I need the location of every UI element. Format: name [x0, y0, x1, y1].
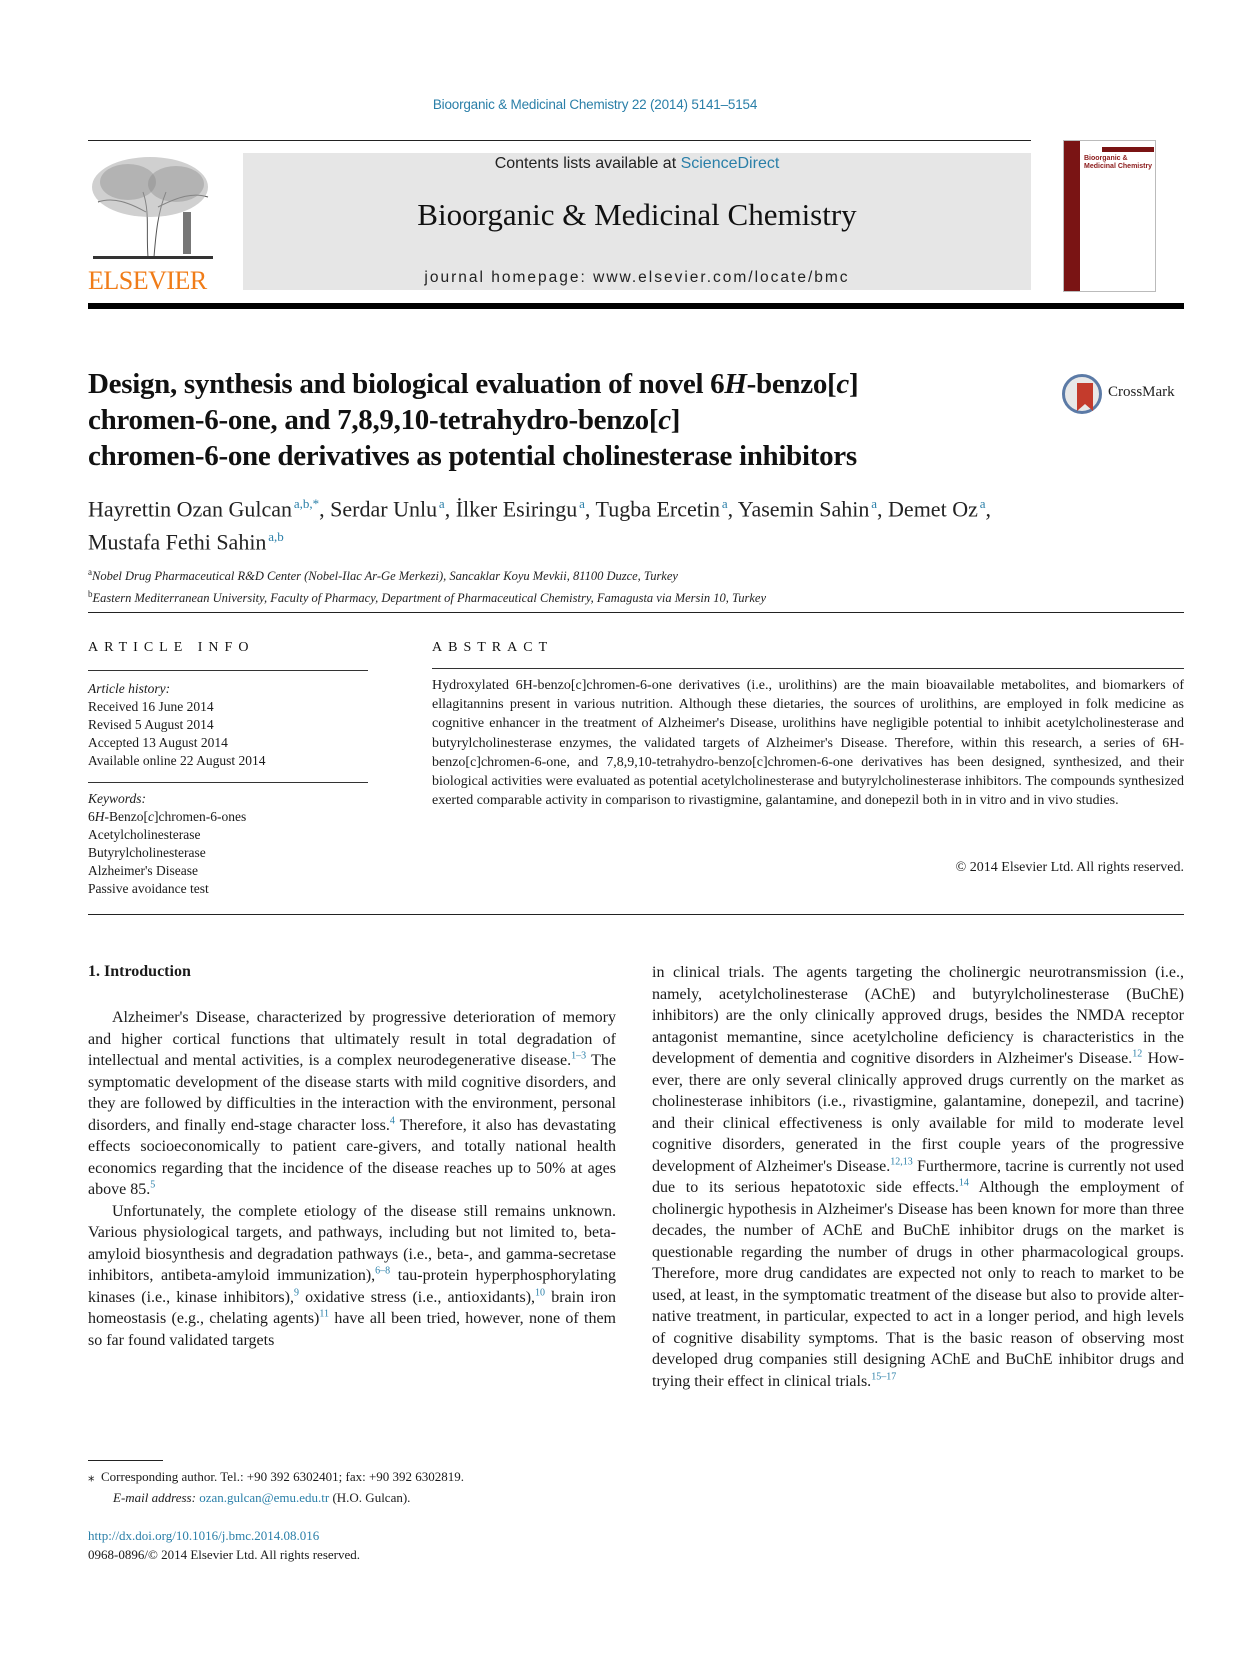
abstract-heading: ABSTRACT: [432, 640, 554, 655]
cover-title: Bioorganic & Medicinal Chemistry: [1084, 155, 1153, 170]
doi-link[interactable]: http://dx.doi.org/10.1016/j.bmc.2014.08.016: [88, 1528, 320, 1543]
paragraph: Alzheimer's Disease, characterized by progressive deterioration of memory and higher cortical functions that ultimately result in total degradation of intellectual and mental activities, is a complex neurodegenerative disease.$^{1-3}$ The symptomatic development of the disease starts with mild cognitive disorders, and they are followed by difficulties in the interaction with the environment, personal disorders, and finally end-stage character loss.$^4$ Therefore, it also has devastating effects socioeconomically to patient care-givers, and totally national health economics regarding that the incidence of the disease reaches up to 50% at ages above 85.$^5$: [88, 1009, 616, 1198]
cover-bar: [1102, 147, 1154, 152]
doi-block: [88, 1526, 360, 1564]
divider: [88, 914, 1184, 915]
keyword: Alzheimer's Disease: [88, 863, 199, 878]
journal-cover-thumbnail[interactable]: [1063, 140, 1156, 292]
contents-line: [243, 155, 1031, 173]
cover-spine: [1064, 141, 1080, 291]
journal-citation-link[interactable]: Bioorganic & Medicinal Chemistry 22 (2014) 5141–5154: [432, 97, 758, 112]
journal-banner: [243, 153, 1031, 290]
citation-link[interactable]: 9: [293, 1287, 299, 1299]
author-affil-link[interactable]: a,b,*: [293, 496, 320, 511]
citation-link[interactable]: 1–3: [571, 1050, 587, 1062]
author: Demet Oz: [888, 496, 978, 522]
author-affil-link[interactable]: a: [871, 496, 878, 511]
sciencedirect-link[interactable]: ScienceDirect: [680, 155, 780, 172]
article-history: [88, 680, 265, 770]
article-info-heading: ARTICLE INFO: [88, 640, 255, 655]
abstract-text: Hydroxylated 6H-benzo[c]chromen-6-one derivatives (i.e., urolithins) are the main bioavailable metabolites, and biomarkers of ellagitannins present in various nutrition. Although these dietaries, the sources of urolithins, are employed in folk medicine as cognitive enhancer in the treatment of Alzheimer's Disease, urolithins have negligible potential to inhibit acetylcholinesterase and butyrylcholinesterase enzymes, the validated targets of Alzheimer's Disease. Therefore, within this research, a series of 6H-benzo[c]chromen-6-one, and 7,8,9,10-tetrahydro-benzo[c]chromen-6-one derivatives has been designed, synthesized, and their biological activities were evaluated as potential acetylcholinesterase and butyrylcholinesterase inhibitors. The compounds synthesized exerted comparable activity in comparison to rivastigmine, galantamine, and donepezil both in in vitro and in vivo studies.: [432, 678, 1184, 809]
journal-name: Bioorganic & Medicinal Chemistry: [417, 197, 857, 232]
history-received: Received 16 June 2014: [88, 699, 214, 714]
author-affil-link[interactable]: a: [579, 496, 585, 511]
footnote: [88, 1466, 464, 1508]
citation-link[interactable]: 15–17: [871, 1371, 897, 1383]
crossmark-label: CrossMark: [1108, 384, 1175, 400]
citation-link[interactable]: 14: [958, 1177, 969, 1189]
author-affil-link[interactable]: a,b: [268, 529, 284, 545]
affiliation-b: $^b$Eastern Mediterranean University, Faculty of Pharmacy, Department of Pharmaceutical Chemistry, Famagusta via Mersin 10, Turkey: [88, 589, 767, 606]
crossmark-button[interactable]: [1062, 374, 1175, 420]
citation-link[interactable]: 5: [150, 1179, 156, 1191]
author-affil-link[interactable]: a: [438, 496, 445, 511]
history-accepted: Accepted 13 August 2014: [88, 735, 228, 750]
divider: [88, 612, 1184, 613]
author: Hayrettin Ozan Gulcan: [88, 496, 293, 522]
keyword: Passive avoidance test: [88, 881, 209, 896]
author: Serdar Unlu: [330, 496, 438, 522]
author: Yasemin Sahin: [737, 496, 870, 522]
citation-link[interactable]: 10: [535, 1287, 546, 1299]
affiliations: [88, 563, 766, 607]
author-affil-link[interactable]: a: [721, 496, 728, 511]
header-thick-rule: [88, 303, 1184, 309]
paragraph: Unfortunately, the complete etiology of the disease still remains unknown. Various physiological targets, and pathways, including but not limited to, beta-amyloid biosynthesis and degradation pathways (i.e., beta-, and gamma-secretase inhibitors, antibeta-amyloid immunization),$^{6-8}$ tau-protein hyperphosphorylating kinases (i.e., kinase inhibitors),$^9$ oxidative stress (i.e., antioxidants),$^{10}$ brain iron homeostasis (e.g., chelating agents)$^{11}$ have all been tried, however, none of them so far found validated targets: [88, 1202, 616, 1349]
divider: [88, 670, 368, 671]
section-heading-introduction: 1. Introduction: [88, 963, 191, 980]
affiliation-a: $^a$Nobel Drug Pharmaceutical R&D Center (Nobel-Ilac Ar-Ge Merkezi), Sancaklar Koyu Mevkii, 81100 Duzce, Turkey: [88, 567, 678, 584]
elsevier-wordmark: ELSEVIER: [88, 266, 207, 295]
body-column-right: [652, 962, 1184, 1392]
body-column-left: [88, 1007, 616, 1351]
citation-link[interactable]: 12: [1132, 1048, 1143, 1060]
author: İlker Esiringu: [455, 496, 578, 522]
citation-link[interactable]: 11: [319, 1308, 330, 1320]
keywords-label: Keywords:: [88, 791, 146, 806]
keywords: [88, 790, 246, 898]
abstract-copyright: © 2014 Elsevier Ltd. All rights reserved.: [955, 860, 1184, 875]
citation-link[interactable]: 6–8: [375, 1265, 391, 1277]
divider: [432, 668, 1184, 669]
email-link[interactable]: ozan.gulcan@emu.edu.tr: [199, 1490, 330, 1505]
crossmark-icon: [1062, 374, 1102, 414]
journal-homepage-link[interactable]: journal homepage: www.elsevier.com/locate/bmc: [424, 269, 850, 286]
citation-link[interactable]: 12,13: [890, 1156, 913, 1168]
article-title: Design, synthesis and biological evaluation of novel 6H-benzo[c] chromen-6-one, and 7,8,9,10-tetrahydro-benzo[c] chromen-6-one derivatives as potential cholinesterase inhibitors: [88, 368, 859, 472]
corresponding-author-note: ⁎ Corresponding author. Tel.: +90 392 6302401; fax: +90 392 6302819.: [88, 1469, 465, 1484]
header-rule: [88, 140, 1031, 141]
keyword: Butyrylcholinesterase: [88, 845, 206, 860]
history-online: Available online 22 August 2014: [88, 753, 266, 768]
history-revised: Revised 5 August 2014: [88, 717, 214, 732]
history-label: Article history:: [88, 681, 171, 696]
citation-link[interactable]: 4: [389, 1115, 395, 1127]
keyword: 6H-Benzo[c]chromen-6-ones: [88, 809, 247, 824]
email-line: E-mail address: ozan.gulcan@emu.edu.tr (H.O. Gulcan).: [113, 1490, 411, 1505]
issn-copyright: 0968-0896/© 2014 Elsevier Ltd. All rights reserved.: [88, 1547, 360, 1562]
keyword: Acetylcholinesterase: [88, 827, 201, 842]
footnote-rule: [88, 1460, 163, 1461]
author: Tugba Ercetin: [595, 496, 720, 522]
paragraph: in clinical trials. The agents targeting the cholinergic neurotransmission (i.e., namely, acetylcholinesterase (AChE) and butyrylcholinesterase (BuChE) inhibitors) are the only clinically approved drugs, besides the NMDA receptor antagonist memantine, since acetylcholine deficiency is characteristics in the development of dementia and cognitive disorders in Alzheimer's Disease.$^{12}$ However, there are only several clinically approved drugs currently on the market as cholinesterase inhibitors (i.e., rivastigmine, galantamine, donepezil, and tacrine) and their clinical effectiveness is only available for mild to moderate level cognitive disorders, generated in the first couple years of the progressive development of Alzheimer's Disease.$^{12,13}$ Furthermore, tacrine is currently not used due to its serious hepatotoxic side effects.$^{14}$ Although the employment of cholinergic hypothesis in Alzheimer's Disease has been known for more than three decades, the number of AChE and BuChE inhibitor drugs on the market is questionable regarding the number of drugs in other pharmacological groups. Therefore, more drug candidates are expected not only to reach to market to be used, at least, in the symptomatic treatment of the disease but also to provide alternative treatment, in particular, expected to act in a longer period, and high levels of cognitive disability symptoms. That is the basic reason of observing most developed drug companies still designing AChE and BuChE inhibitor drugs and trying their effect in clinical trials.$^{15-17}$: [652, 964, 1185, 1390]
author-list: Hayrettin Ozan Gulcan $^{a,b,*}$, Serdar Unlu $^a$, İlker Esiringu $^a$, Tugba Ercetin $^a$, Yasemin Sahin $^a$, Demet Oz $^a$, Mustafa Fethi Sahin $^{a,b}$: [88, 496, 991, 555]
divider: [88, 782, 368, 783]
contents-prefix: Contents lists available at: [494, 155, 681, 172]
author: Mustafa Fethi Sahin: [88, 529, 267, 555]
author-affil-link[interactable]: a: [979, 496, 986, 511]
